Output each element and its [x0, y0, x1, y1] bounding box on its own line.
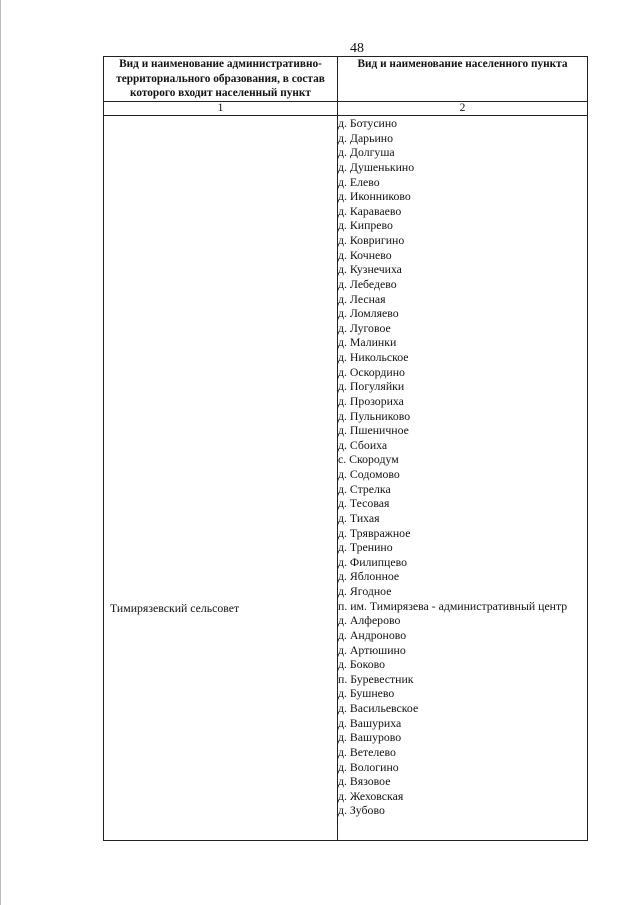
header-col1: Вид и наименование административно-территориального образования, в состав которого входит населенный пункт [104, 57, 338, 102]
settlement-item: д. Зубово [338, 803, 385, 818]
settlement-item: п. Буревестник [338, 671, 414, 686]
settlement-item: д. Андроново [338, 627, 407, 642]
settlements-table [103, 56, 588, 841]
settlement-item: п. им. Тимирязева - административный центр [338, 598, 568, 613]
settlement-item: д. Трявражное [338, 525, 411, 540]
settlement-item: д. Кипрево [338, 218, 393, 233]
settlement-item: д. Лесная [338, 291, 386, 306]
header-col2: Вид и наименование населенного пункта [338, 57, 588, 102]
settlement-item: д. Прозориха [338, 393, 404, 408]
settlement-item: д. Кузнечиха [338, 262, 402, 277]
settlement-item: д. Стрелка [338, 481, 391, 496]
settlement-item: д. Боково [338, 657, 385, 672]
settlement-item: д. Долгуша [338, 145, 395, 160]
settlement-item: д. Душенькино [338, 159, 415, 174]
settlement-item: д. Артюшино [338, 642, 406, 657]
settlement-item: д. Ковригино [338, 233, 405, 247]
settlement-item: д. Иконниково [338, 189, 411, 204]
settlement-item: д. Вашурово [338, 730, 402, 745]
settlement-item: д. Жеховская [338, 788, 404, 803]
page-edge-line [0, 0, 1, 905]
settlement-item: д. Елево [338, 174, 380, 189]
page-number: 48 [350, 41, 364, 56]
settlement-item: д. Погуляйки [338, 379, 405, 394]
settlement-item: д. Ветелево [338, 744, 396, 759]
settlement-item: д. Филипцево [338, 554, 407, 569]
table-header-row [104, 57, 588, 102]
table-body-row [104, 116, 588, 841]
settlement-item: д. Ягодное [338, 584, 392, 598]
settlement-item: д. Содомово [338, 467, 400, 481]
settlement-list [338, 116, 587, 818]
settlement-item: д. Луговое [338, 320, 391, 335]
settlement-item: д. Лебедево [338, 276, 397, 291]
settlement-item: д. Оскордино [338, 364, 405, 379]
column-number-1: 1 [104, 102, 338, 116]
column-number-row [104, 102, 588, 116]
settlement-item: д. Дарьино [338, 130, 393, 145]
admin-unit-cell [104, 116, 338, 841]
settlement-item: д. Сбоиха [338, 437, 388, 452]
settlement-list-cell [338, 116, 588, 841]
settlement-item: д. Вашуриха [338, 715, 402, 730]
settlement-item: д. Ботусино [338, 116, 398, 130]
settlement-item: д. Яблонное [338, 569, 400, 584]
settlement-item: д. Пульниково [338, 408, 411, 423]
settlement-item: д. Ломляево [338, 306, 399, 321]
council-name: Тимирязевский сельсовет [110, 601, 240, 615]
settlement-item: с. Скородум [338, 452, 399, 467]
settlement-item: д. Караваево [338, 203, 402, 218]
settlement-item: д. Малинки [338, 335, 397, 350]
settlement-item: д. Вязовое [338, 774, 391, 789]
column-number-2: 2 [338, 102, 588, 116]
settlement-item: д. Тихая [338, 510, 380, 525]
settlement-item: д. Никольское [338, 350, 409, 364]
settlement-item: д. Тренино [338, 540, 393, 555]
settlement-item: д. Бушнево [338, 686, 395, 701]
settlement-item: д. Кочнево [338, 247, 392, 262]
settlement-item: д. Алферово [338, 613, 401, 628]
settlement-item: д. Тесовая [338, 496, 390, 511]
settlement-item: д. Пшеничное [338, 423, 409, 438]
settlement-item: д. Вологино [338, 759, 399, 774]
settlement-item: д. Васильевское [338, 701, 419, 715]
